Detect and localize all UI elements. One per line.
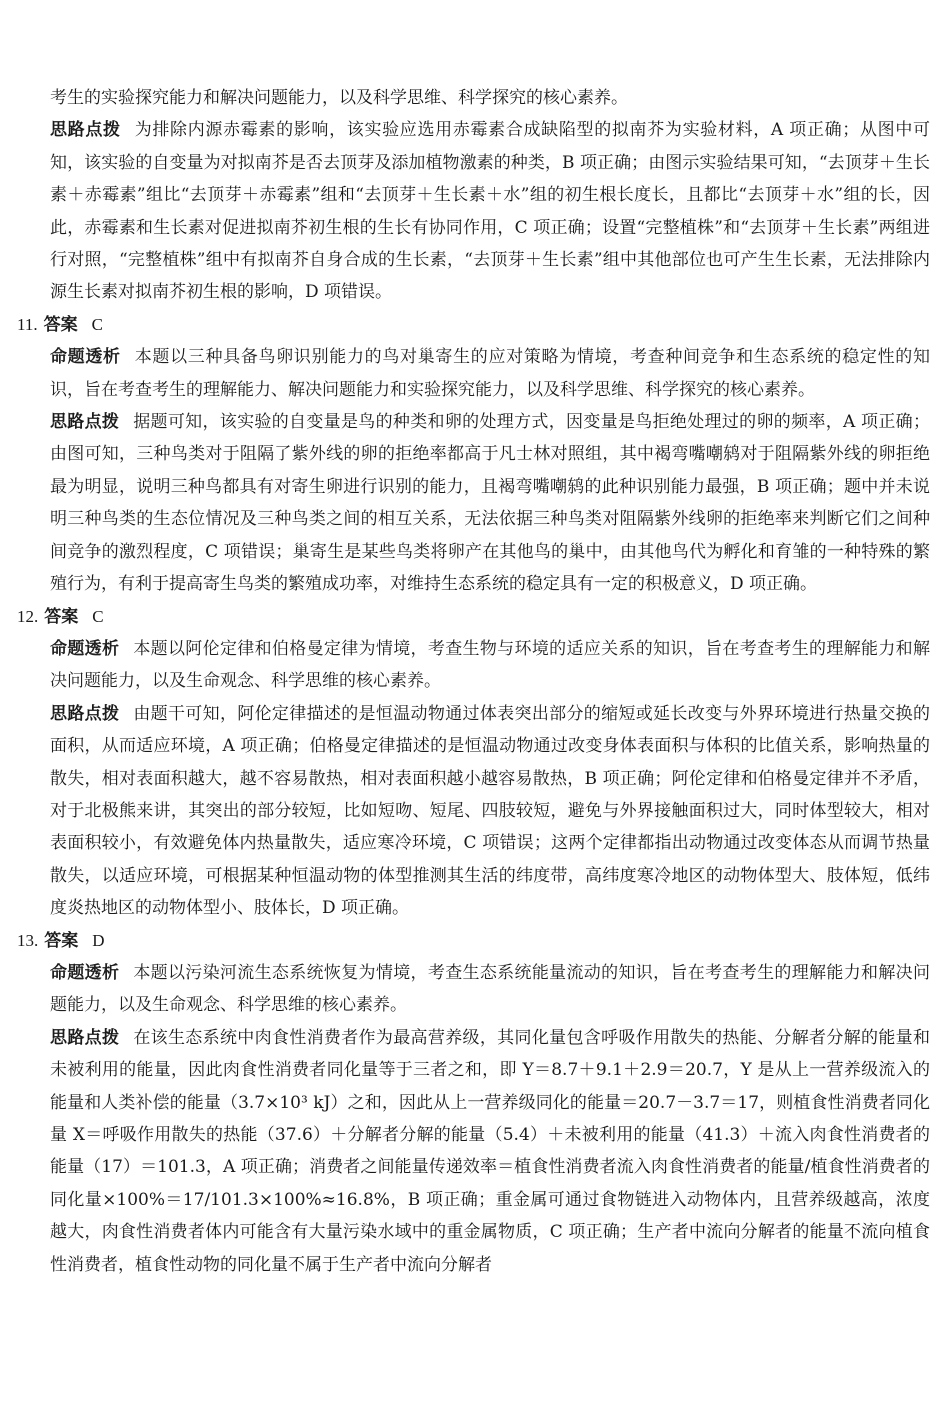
q12-analysis-text: 本题以阿伦定律和伯格曼定律为情境，考查生物与环境的适应关系的知识，旨在考查考生的理解能力和解决问题能力，以及生命观念、科学思维的核心素养。 <box>50 638 931 692</box>
q11-analysis-paragraph <box>50 341 930 406</box>
q12-answer-value: C <box>92 606 104 626</box>
q13-number: 13. <box>17 930 39 950</box>
q11-answer-label: 答案 <box>43 314 78 335</box>
q13-analysis-label: 命题透析 <box>50 962 120 983</box>
q13-idea-label: 思路点拨 <box>50 1027 120 1048</box>
q12-number: 12. <box>17 606 39 626</box>
q11-answer-line <box>17 309 930 341</box>
q11-answer-value: C <box>91 314 103 334</box>
intro-text: 考生的实验探究能力和解决问题能力，以及科学思维、科学探究的核心素养。 <box>50 88 628 108</box>
q10-idea-label: 思路点拨 <box>50 120 121 141</box>
q13-analysis-text: 本题以污染河流生态系统恢复为情境，考查生态系统能量流动的知识，旨在考查考生的理解能力和解决问题能力，以及生命观念、科学思维的核心素养。 <box>50 962 931 1016</box>
q10-idea-text: 为排除内源赤霉素的影响，该实验应选用赤霉素合成缺陷型的拟南芥为实验材料，A 项正确；从图中可知，该实验的自变量为对拟南芥是否去顶芽及添加植物激素的种类，B 项正确；由图示实验结果可知，“去顶芽＋生长素＋赤霉素”组比“去顶芽＋赤霉素”组和“去顶芽＋生长素＋水”组的初生根长度长，且都比“去顶芽＋水”组的长，因此，赤霉素和生长素对促进拟南芥初生根的生长有协同作用，C 项正确；设置“完整植株”和“去顶芽＋生长素”两组进行对照，“完整植株”组中有拟南芥自身合成的生长素，“去顶芽＋生长素”组中其他部位也可产生生长素，无法排除内源生长素对拟南芥初生根的影响，D 项错误。 <box>50 120 931 303</box>
q11-analysis-label: 命题透析 <box>50 347 121 368</box>
q11-idea-paragraph <box>50 406 930 600</box>
q12-answer-line <box>17 601 930 633</box>
intro-paragraph <box>50 82 930 114</box>
q12-idea-text: 由题干可知，阿伦定律描述的是恒温动物通过体表突出部分的缩短或延长改变与外界环境进行热量交换的面积，从而适应环境，A 项正确；伯格曼定律描述的是恒温动物通过改变身体表面积与体积的比值关系，影响热量的散失，相对表面积越大，越不容易散热，相对表面积越小越容易散热，B 项正确；阿伦定律和伯格曼定律并不矛盾，对于北极熊来讲，其突出的部分较短，比如短吻、短尾、四肢较短，避免与外界接触面积过大，同时体型较大，相对表面积较小，有效避免体内热量散失，适应寒冷环境，C 项错误；这两个定律都指出动物通过改变体态从而调节热量散失，以适应环境，可根据某种恒温动物的体型推测其生活的纬度带，高纬度寒冷地区的动物体型大、肢体短，低纬度炎热地区的动物体型小、肢体长，D 项正确。 <box>50 703 931 919</box>
q12-analysis-paragraph <box>50 633 930 698</box>
q12-analysis-label: 命题透析 <box>50 638 120 659</box>
q13-answer-line <box>17 925 930 957</box>
q13-answer-label: 答案 <box>44 930 79 951</box>
q13-idea-paragraph <box>50 1022 930 1281</box>
q12-answer-label: 答案 <box>44 606 79 627</box>
q13-idea-text: 在该生态系统中肉食性消费者作为最高营养级，其同化量包含呼吸作用散失的热能、分解者分解的能量和未被利用的能量，因此肉食性消费者同化量等于三者之和，即 Y＝8.7＋9.1＋2.9＝20.7，Y 是从上一营养级流入的能量和人类补偿的能量（3.7×10³ kJ）之和，因此从上一营养级同化的能量＝20.7－3.7＝17，则植食性消费者同化量 X＝呼吸作用散失的热能（37.6）＋分解者分解的能量（5.4）＋未被利用的能量（41.3）＋流入肉食性消费者的能量（17）＝101.3，A 项正确；消费者之间能量传递效率＝植食性消费者流入肉食性消费者的能量/植食性消费者的同化量×100%＝17/101.3×100%≈16.8%，B 项正确；重金属可通过食物链进入动物体内，且营养级越高，浓度越大，肉食性消费者体内可能含有大量污染水域中的重金属物质，C 项正确；生产者中流向分解者的能量不流向植食性消费者，植食性动物的同化量不属于生产者中流向分解者 <box>50 1027 931 1275</box>
q12-idea-label: 思路点拨 <box>50 703 120 724</box>
q11-idea-text: 据题可知，该实验的自变量是鸟的种类和卵的处理方式，因变量是鸟拒绝处理过的卵的频率，A 项正确；由图可知，三种鸟类对于阻隔了紫外线的卵的拒绝率都高于凡士林对照组，其中褐弯嘴嘲鸫对于阻隔紫外线的卵拒绝最为明显，说明三种鸟都具有对寄生卵进行识别的能力，且褐弯嘴嘲鸫的此种识别能力最强，B 项正确；题中并未说明三种鸟类的生态位情况及三种鸟类之间的相互关系，无法依据三种鸟类对阻隔紫外线卵的拒绝率来判断它们之间种间竞争的激烈程度，C 项错误；巢寄生是某些鸟类将卵产在其他鸟的巢中，由其他鸟代为孵化和育雏的一种特殊的繁殖行为，有利于提高寄生鸟类的繁殖成功率，对维持生态系统的稳定具有一定的积极意义，D 项正确。 <box>50 412 930 595</box>
q13-analysis-paragraph <box>50 957 930 1022</box>
q13-answer-value: D <box>92 930 105 950</box>
answer-document <box>17 82 931 1281</box>
q12-idea-paragraph <box>50 698 930 925</box>
q11-number: 11. <box>17 314 38 334</box>
q11-analysis-text: 本题以三种具备鸟卵识别能力的鸟对巢寄生的应对策略为情境，考查种间竞争和生态系统的稳定性的知识，旨在考查考生的理解能力、解决问题能力和实验探究能力，以及科学思维、科学探究的核心素养。 <box>50 347 930 400</box>
q10-idea-paragraph <box>50 114 930 308</box>
q11-idea-label: 思路点拨 <box>50 412 120 433</box>
